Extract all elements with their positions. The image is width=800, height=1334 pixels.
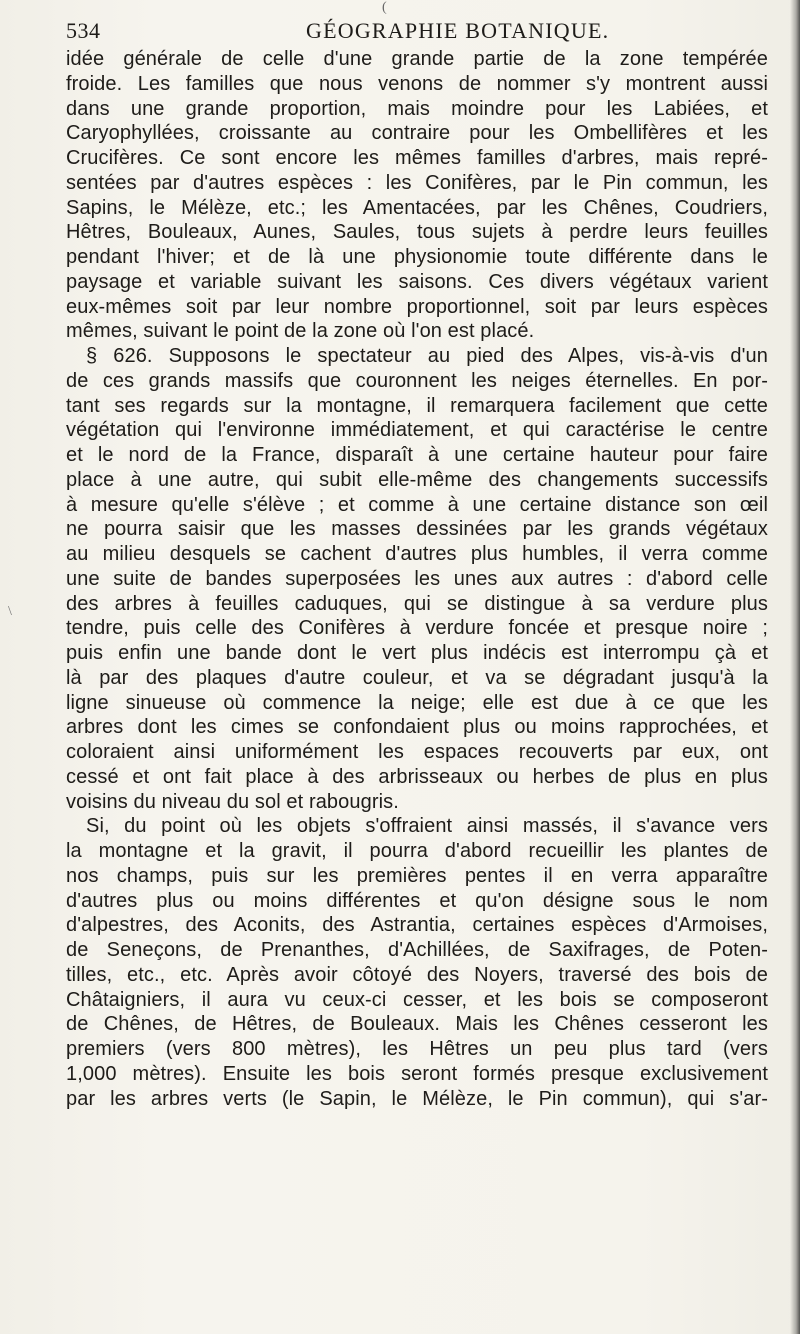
text-line: de Chênes, de Hêtres, de Bouleaux. Mais les Chênes cesseront les — [66, 1013, 768, 1036]
text-line: idée générale de celle d'une grande partie de la zone tempérée — [66, 48, 768, 70]
page-edge-shadow — [790, 0, 800, 1334]
text-line: ligne sinueuse où commence la neige; elle est due à ce que les — [66, 691, 768, 714]
text-line: des arbres à feuilles caduques, qui se distingue à sa verdure plus — [66, 592, 768, 615]
text-line: d'autres plus ou moins différentes et qu'on désigne sous le nom — [66, 889, 768, 912]
text-line: Châtaigniers, il aura vu ceux-ci cesser, et les bois se composeront — [66, 988, 768, 1011]
text-line: Si, du point où les objets s'offraient ainsi massés, il s'avance vers — [86, 815, 768, 838]
text-line: de Seneçons, de Prenanthes, d'Achillées, de Saxifrages, de Poten- — [66, 939, 768, 961]
left-margin-mark: \ — [8, 604, 12, 619]
running-title: GÉOGRAPHIE BOTANIQUE. — [306, 18, 610, 43]
text-line: Crucifères. Ce sont encore les mêmes familles d'arbres, mais repré- — [66, 147, 768, 169]
text-line: Caryophyllées, croissante au contraire pour les Ombellifères et les — [66, 122, 768, 145]
text-line: premiers (vers 800 mètres), les Hêtres un peu plus tard (vers — [66, 1038, 768, 1060]
text-line: Sapins, le Mélèze, etc.; les Amentacées, par les Chênes, Coudriers, — [66, 196, 768, 219]
page-number: 534 — [66, 18, 101, 43]
text-line: la montagne et la gravit, il pourra d'abord recueillir les plantes de — [66, 840, 768, 862]
text-line: dans une grande proportion, mais moindre pour les Labiées, et — [66, 97, 768, 120]
text-line: place à une autre, qui subit elle-même des changements successifs — [66, 468, 768, 491]
text-line: Hêtres, Bouleaux, Aunes, Saules, tous sujets à perdre leurs feuilles — [66, 221, 768, 244]
text-line: arbres dont les cimes se confondaient plus ou moins rapprochées, et — [66, 716, 768, 739]
text-line: au milieu desquels se cachent d'autres plus humbles, il verra comme — [66, 543, 768, 565]
text-line: mêmes, suivant le point de la zone où l'on est placé. — [66, 320, 535, 343]
text-line: paysage et variable suivant les saisons. Ces divers végétaux varient — [66, 270, 768, 293]
text-line: 1,000 mètres). Ensuite les bois seront formés presque exclusivement — [66, 1062, 768, 1085]
body-text — [66, 47, 768, 1111]
text-line: d'alpestres, des Aconits, des Astrantia, certaines espèces d'Armoises, — [66, 914, 768, 937]
text-line: nos champs, puis sur les premières pentes il en verra apparaître — [66, 864, 768, 887]
text-line: puis enfin une bande dont le vert plus indécis est interrompu çà et — [66, 642, 768, 664]
text-line: une suite de bandes superposées les unes aux autres : d'abord celle — [66, 567, 768, 590]
text-line: végétation qui l'environne immédiatement, et qui caractérise le centre — [66, 419, 768, 442]
top-margin-mark: ( — [382, 0, 387, 15]
text-line: ne pourra saisir que les masses dessinées par les grands végétaux — [66, 518, 768, 541]
text-line: pendant l'hiver; et de là une physionomie toute différente dans le — [66, 246, 768, 268]
text-line: eux-mêmes soit par leur nombre proportionnel, soit par leurs espèces — [66, 295, 768, 318]
text-line: sentées par d'autres espèces : les Conifères, par le Pin commun, les — [66, 171, 768, 194]
text-line: froide. Les familles que nous venons de nommer s'y montrent aussi — [66, 72, 768, 95]
text-line: de ces grands massifs que couronnent les neiges éternelles. En por- — [66, 369, 768, 392]
text-line: § 626. Supposons le spectateur au pied des Alpes, vis-à-vis d'un — [86, 345, 768, 367]
text-line: voisins du niveau du sol et rabougris. — [66, 790, 399, 813]
text-line: tilles, etc., etc. Après avoir côtoyé des Noyers, traversé des bois de — [66, 963, 768, 986]
text-line: tant ses regards sur la montagne, il remarquera facilement que cette — [66, 394, 768, 417]
text-line: par les arbres verts (le Sapin, le Mélèze, le Pin commun), qui s'ar- — [66, 1087, 768, 1110]
text-line: à mesure qu'elle s'élève ; et comme à une certaine distance son œil — [66, 493, 768, 516]
text-line: et le nord de la France, disparaît à une certaine hauteur pour faire — [66, 444, 768, 466]
text-line: là par des plaques d'autre couleur, et va se dégradant jusqu'à la — [66, 666, 768, 689]
text-line: tendre, puis celle des Conifères à verdure foncée et presque noire ; — [66, 617, 768, 640]
text-line: cessé et ont fait place à des arbrisseaux ou herbes de plus en plus — [66, 765, 768, 788]
page-header — [66, 18, 766, 44]
text-line: coloraient ainsi uniformément les espaces recouverts par eux, ont — [66, 741, 768, 763]
